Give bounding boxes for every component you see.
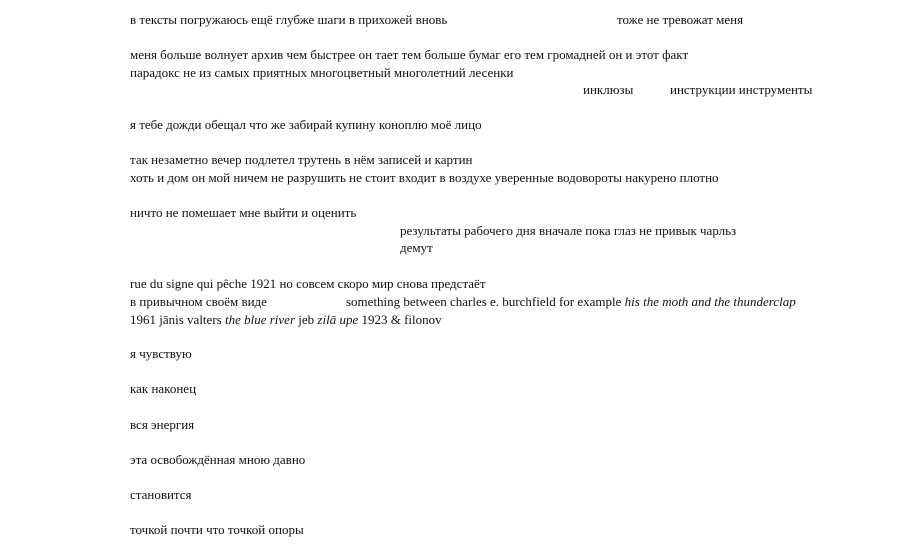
line-12-italic: his the moth and the thunderclap: [624, 294, 796, 309]
line-1-right: тоже не тревожат меня: [617, 12, 744, 27]
line-4-left: инклюзы: [583, 82, 634, 97]
line-17: эта освобождённая мною давно: [130, 452, 306, 467]
line-3: парадокс не из самых приятных многоцветный многолетний лесенки: [130, 65, 514, 80]
line-1-left: в тексты погружаюсь ещё глубже шаги в прихожей вновь: [130, 12, 448, 27]
line-2: меня больше волнует архив чем быстрее он тает тем больше бумаг его тем громадней он и этот факт: [130, 47, 689, 62]
line-11: rue du signe qui pêche 1921 но совсем скоро мир снова предстаёт: [130, 276, 486, 291]
line-10: демут: [400, 240, 433, 255]
line-12-left: в привычном своём виде: [130, 294, 267, 309]
line-5: я тебе дожди обещал что же забирай купину коноплю моё лицо: [130, 117, 482, 132]
line-12-plain: something between charles e. burchfield for example: [346, 294, 622, 309]
line-4-right: инструкции инструменты: [670, 82, 813, 97]
line-15: как наконец: [130, 381, 197, 396]
line-16: вся энергия: [130, 417, 195, 432]
line-7: хоть и дом он мой ничем не разрушить не стоит входит в воздухе уверенные водовороты накурено плотно: [130, 170, 719, 185]
line-8: ничто не помешает мне выйти и оценить: [130, 205, 357, 220]
line-12-right: [346, 294, 796, 310]
line-13-b: the blue river: [224, 312, 296, 327]
line-13-d: zilā upe: [317, 312, 359, 327]
line-13-e: 1923 & filonov: [361, 312, 442, 327]
line-9: результаты рабочего дня вначале пока глаз не привык чарльз: [400, 223, 737, 238]
line-19: точкой почти что точкой опоры: [130, 522, 304, 537]
line-18: становится: [130, 487, 192, 502]
line-14: я чувствую: [130, 346, 192, 361]
line-6: так незаметно вечер подлетел трутень в нём записей и картин: [130, 152, 473, 167]
line-13-c: jeb: [298, 312, 315, 327]
line-13-a: 1961 jānis valters: [130, 312, 222, 327]
line-13: [130, 312, 442, 328]
